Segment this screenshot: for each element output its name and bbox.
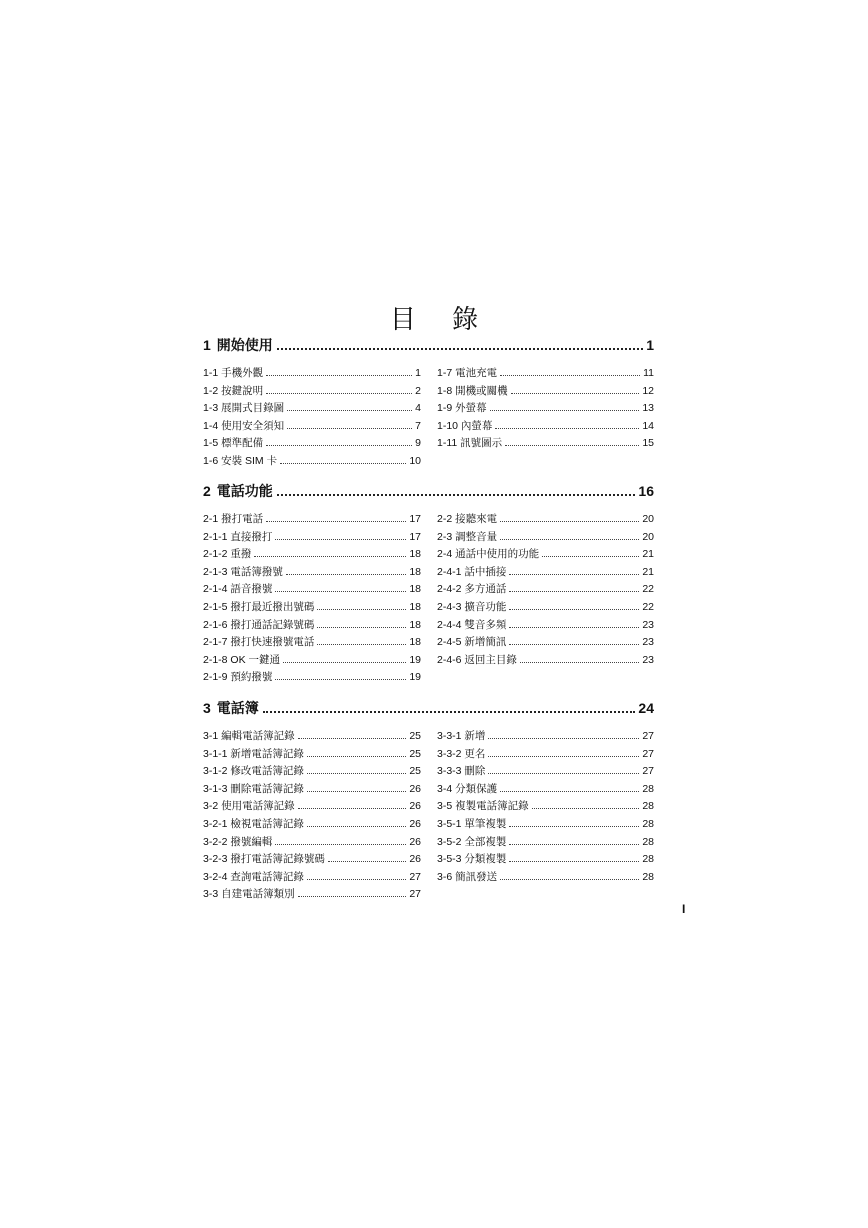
entry-label: 2-4-4 雙音多頻	[437, 618, 507, 631]
right-column	[437, 728, 654, 886]
dot-leader	[500, 375, 640, 376]
entry-page: 18	[409, 583, 421, 596]
dot-leader	[317, 644, 406, 645]
dot-leader	[298, 808, 407, 809]
dot-leader	[266, 375, 412, 376]
toc-entry[interactable]	[437, 581, 654, 599]
left-column	[203, 728, 421, 904]
entry-label: 1-5 標準配備	[203, 437, 264, 450]
entry-page: 18	[409, 636, 421, 649]
entry-page: 18	[409, 548, 421, 561]
dot-leader	[266, 521, 406, 522]
dot-leader	[511, 393, 640, 394]
dot-leader	[505, 445, 639, 446]
left-column	[203, 511, 421, 687]
entry-label: 3-3-3 刪除	[437, 765, 486, 778]
dot-leader	[488, 773, 639, 774]
dot-leader	[532, 808, 640, 809]
entry-label: 3-5-1 單筆複製	[437, 817, 507, 830]
toc-entry[interactable]	[203, 669, 421, 687]
entry-page: 20	[642, 513, 654, 525]
dot-leader	[277, 348, 643, 350]
chapter-title: 電話簿	[216, 700, 259, 716]
dot-leader	[307, 791, 406, 792]
entry-page: 10	[409, 454, 421, 467]
entry-label: 1-11 訊號圖示	[437, 437, 503, 450]
dot-leader	[509, 609, 639, 610]
toc-entry[interactable]	[437, 869, 654, 887]
entry-page: 18	[409, 600, 421, 613]
chapter-number: 3	[203, 700, 211, 716]
dot-leader	[495, 428, 639, 429]
entry-page: 22	[642, 600, 654, 613]
toc-entry[interactable]	[203, 869, 421, 887]
entry-page: 28	[642, 782, 654, 795]
entry-page: 25	[409, 765, 421, 778]
entry-page: 27	[409, 870, 421, 883]
toc-entry[interactable]	[203, 781, 421, 799]
entry-page: 22	[642, 583, 654, 596]
toc-entry[interactable]	[203, 798, 421, 816]
toc-entry[interactable]	[203, 435, 421, 453]
dot-leader	[500, 539, 639, 540]
dot-leader	[500, 879, 639, 880]
toc-entry[interactable]	[437, 746, 654, 764]
entry-page: 14	[642, 419, 654, 432]
toc-entry[interactable]	[203, 834, 421, 852]
toc-entry[interactable]	[203, 418, 421, 436]
dot-leader	[542, 556, 639, 557]
chapter-page: 16	[638, 483, 654, 499]
entry-label: 1-8 開機或關機	[437, 384, 508, 397]
entry-page: 19	[409, 653, 421, 666]
entry-label: 2-1-2 重撥	[203, 548, 252, 561]
entry-page: 2	[415, 384, 421, 397]
dot-leader	[490, 410, 640, 411]
chapter-page: 1	[646, 337, 654, 353]
dot-leader	[509, 627, 639, 628]
entry-page: 18	[409, 565, 421, 578]
entry-page: 26	[409, 817, 421, 830]
dot-leader	[286, 574, 406, 575]
dot-leader	[298, 738, 407, 739]
dot-leader	[275, 591, 406, 592]
entry-page: 28	[642, 800, 654, 813]
toc-entry[interactable]	[437, 529, 654, 547]
chapter-page: 24	[638, 700, 654, 716]
entry-label: 2-1-8 OK 一鍵通	[203, 653, 281, 666]
entry-label: 2-1-4 語音撥號	[203, 583, 273, 596]
dot-leader	[500, 521, 639, 522]
entry-label: 2-4-1 話中插接	[437, 565, 507, 578]
entry-label: 1-3 展開式目錄圖	[203, 402, 285, 415]
dot-leader	[254, 556, 406, 557]
toc-entry[interactable]	[203, 617, 421, 635]
entry-page: 12	[642, 384, 654, 397]
dot-leader	[488, 738, 639, 739]
entry-label: 2-1-6 撥打通話記錄號碼	[203, 618, 315, 631]
toc-entry[interactable]	[437, 851, 654, 869]
entry-page: 13	[642, 402, 654, 415]
dot-leader	[509, 574, 639, 575]
toc-entry[interactable]	[203, 453, 421, 471]
toc-entry[interactable]	[203, 763, 421, 781]
dot-leader	[266, 445, 412, 446]
toc-entry[interactable]	[203, 400, 421, 418]
dot-leader	[275, 844, 406, 845]
entry-label: 3-1-3 刪除電話簿記錄	[203, 782, 304, 795]
entry-label: 3-5 複製電話簿記錄	[437, 800, 529, 813]
entry-page: 17	[409, 513, 421, 525]
dot-leader	[280, 463, 406, 464]
toc-entry[interactable]	[203, 546, 421, 564]
chapter-heading[interactable]	[203, 698, 654, 718]
entry-page: 25	[409, 730, 421, 742]
entry-page: 21	[642, 565, 654, 578]
dot-leader	[488, 756, 639, 757]
entry-label: 2-4-3 擴音功能	[437, 600, 507, 613]
right-column	[437, 511, 654, 669]
toc-entry[interactable]	[437, 435, 654, 453]
left-column	[203, 365, 421, 471]
toc-entry[interactable]	[437, 546, 654, 564]
dot-leader	[317, 627, 406, 628]
entry-page: 28	[642, 870, 654, 883]
dot-leader	[275, 539, 406, 540]
dot-leader	[307, 826, 406, 827]
entry-page: 7	[415, 419, 421, 432]
entry-label: 1-6 安裝 SIM 卡	[203, 454, 278, 467]
dot-leader	[317, 609, 406, 610]
entry-label: 2-1-9 預約撥號	[203, 671, 273, 684]
entry-label: 3-1-2 修改電話簿記錄	[203, 765, 304, 778]
entry-page: 15	[642, 437, 654, 450]
toc-entry[interactable]	[203, 652, 421, 670]
dot-leader	[263, 711, 636, 713]
toc-entry[interactable]	[437, 781, 654, 799]
entry-label: 1-10 內螢幕	[437, 419, 493, 432]
toc-entry[interactable]	[437, 599, 654, 617]
toc-entry[interactable]	[437, 816, 654, 834]
entry-label: 2-1-7 撥打快速撥號電話	[203, 636, 315, 649]
chapter-heading[interactable]	[203, 335, 654, 355]
entry-page: 28	[642, 853, 654, 866]
toc-entry[interactable]	[437, 728, 654, 746]
entry-label: 2-1-5 撥打最近撥出號碼	[203, 600, 315, 613]
toc-entry[interactable]	[203, 816, 421, 834]
dot-leader	[287, 428, 412, 429]
page-title: 目 錄	[389, 305, 493, 335]
dot-leader	[509, 844, 639, 845]
toc-entry[interactable]	[437, 652, 654, 670]
toc-entry[interactable]	[437, 418, 654, 436]
toc-entry[interactable]	[203, 851, 421, 869]
entry-label: 3-4 分類保護	[437, 782, 498, 795]
toc-entry[interactable]	[203, 728, 421, 746]
dot-leader	[328, 861, 406, 862]
toc-entry[interactable]	[203, 746, 421, 764]
entry-page: 17	[409, 530, 421, 543]
toc-entry[interactable]	[437, 617, 654, 635]
toc-entry[interactable]	[203, 581, 421, 599]
chapter-2	[203, 481, 654, 684]
entry-label: 3-3-1 新增	[437, 730, 486, 742]
entry-label: 2-4-6 返回主目錄	[437, 653, 517, 666]
toc-entry[interactable]	[203, 886, 421, 904]
entry-label: 2-1-1 直接撥打	[203, 530, 273, 543]
toc-entry[interactable]	[203, 365, 421, 383]
dot-leader	[500, 791, 639, 792]
entry-page: 20	[642, 530, 654, 543]
entry-page: 26	[409, 782, 421, 795]
entry-page: 23	[642, 618, 654, 631]
page-number: I	[682, 902, 686, 916]
dot-leader	[509, 826, 639, 827]
entry-page: 11	[643, 367, 654, 379]
toc-entry[interactable]	[437, 511, 654, 529]
toc-entry[interactable]	[437, 834, 654, 852]
toc-entry[interactable]	[203, 564, 421, 582]
entry-page: 27	[642, 765, 654, 778]
entry-label: 3-1 編輯電話簿記錄	[203, 730, 295, 742]
entry-label: 1-2 按鍵說明	[203, 384, 264, 397]
entry-label: 3-6 簡訊發送	[437, 870, 498, 883]
entry-label: 1-1 手機外觀	[203, 367, 264, 379]
dot-leader	[307, 756, 406, 757]
entry-page: 19	[409, 671, 421, 684]
entry-label: 1-7 電池充電	[437, 367, 498, 379]
dot-leader	[307, 879, 406, 880]
entry-page: 21	[642, 548, 654, 561]
entry-page: 9	[415, 437, 421, 450]
dot-leader	[287, 410, 412, 411]
toc-entry[interactable]	[203, 511, 421, 529]
chapter-number: 2	[203, 483, 211, 499]
entry-label: 3-5-3 分類複製	[437, 853, 507, 866]
entry-page: 4	[415, 402, 421, 415]
chapter-heading[interactable]	[203, 481, 654, 501]
dot-leader	[509, 591, 639, 592]
entry-page: 26	[409, 800, 421, 813]
toc-entry[interactable]	[437, 634, 654, 652]
chapter-title: 開始使用	[216, 337, 273, 353]
entry-page: 28	[642, 817, 654, 830]
entry-label: 1-4 使用安全須知	[203, 419, 285, 432]
entry-label: 3-5-2 全部複製	[437, 835, 507, 848]
chapter-3	[203, 698, 654, 901]
entry-page: 28	[642, 835, 654, 848]
entry-label: 1-9 外螢幕	[437, 402, 487, 415]
chapter-number: 1	[203, 337, 211, 353]
entry-label: 3-2-2 撥號編輯	[203, 835, 273, 848]
chapter-1	[203, 335, 654, 467]
dot-leader	[509, 861, 639, 862]
entry-label: 3-2 使用電話簿記錄	[203, 800, 295, 813]
entry-page: 26	[409, 853, 421, 866]
entry-label: 3-3 自建電話簿類別	[203, 888, 295, 901]
entry-page: 27	[642, 747, 654, 760]
dot-leader	[283, 662, 406, 663]
toc-entry[interactable]	[437, 763, 654, 781]
entry-label: 3-2-1 檢視電話簿記錄	[203, 817, 304, 830]
entry-page: 27	[642, 730, 654, 742]
entry-page: 25	[409, 747, 421, 760]
chapter-title: 電話功能	[216, 483, 273, 499]
entry-page: 18	[409, 618, 421, 631]
dot-leader	[509, 644, 639, 645]
entry-label: 2-3 調整音量	[437, 530, 498, 543]
dot-leader	[307, 773, 406, 774]
dot-leader	[277, 494, 636, 496]
toc-entry[interactable]	[437, 564, 654, 582]
toc-entry[interactable]	[437, 798, 654, 816]
entry-label: 2-1 撥打電話	[203, 513, 264, 525]
toc-entry[interactable]	[437, 383, 654, 401]
right-column	[437, 365, 654, 453]
toc-entry[interactable]	[437, 365, 654, 383]
entry-page: 23	[642, 653, 654, 666]
entry-label: 3-2-4 查詢電話簿記錄	[203, 870, 304, 883]
dot-leader	[520, 662, 639, 663]
entry-page: 26	[409, 835, 421, 848]
toc-entry[interactable]	[203, 599, 421, 617]
entry-label: 2-1-3 電話簿撥號	[203, 565, 283, 578]
toc-entry[interactable]	[203, 529, 421, 547]
entry-label: 3-2-3 撥打電話簿記錄號碼	[203, 853, 325, 866]
entry-label: 2-2 接聽來電	[437, 513, 498, 525]
entry-label: 3-1-1 新增電話簿記錄	[203, 747, 304, 760]
entry-label: 2-4-5 新增簡訊	[437, 636, 507, 649]
toc-entry[interactable]	[203, 383, 421, 401]
dot-leader	[266, 393, 412, 394]
entry-label: 3-3-2 更名	[437, 747, 486, 760]
entry-label: 2-4-2 多方通話	[437, 583, 507, 596]
toc-entry[interactable]	[437, 400, 654, 418]
toc-entry[interactable]	[203, 634, 421, 652]
dot-leader	[298, 896, 407, 897]
entry-page: 27	[409, 888, 421, 901]
entry-page: 1	[415, 367, 421, 379]
entry-label: 2-4 通話中使用的功能	[437, 548, 540, 561]
entry-page: 23	[642, 636, 654, 649]
dot-leader	[275, 679, 406, 680]
